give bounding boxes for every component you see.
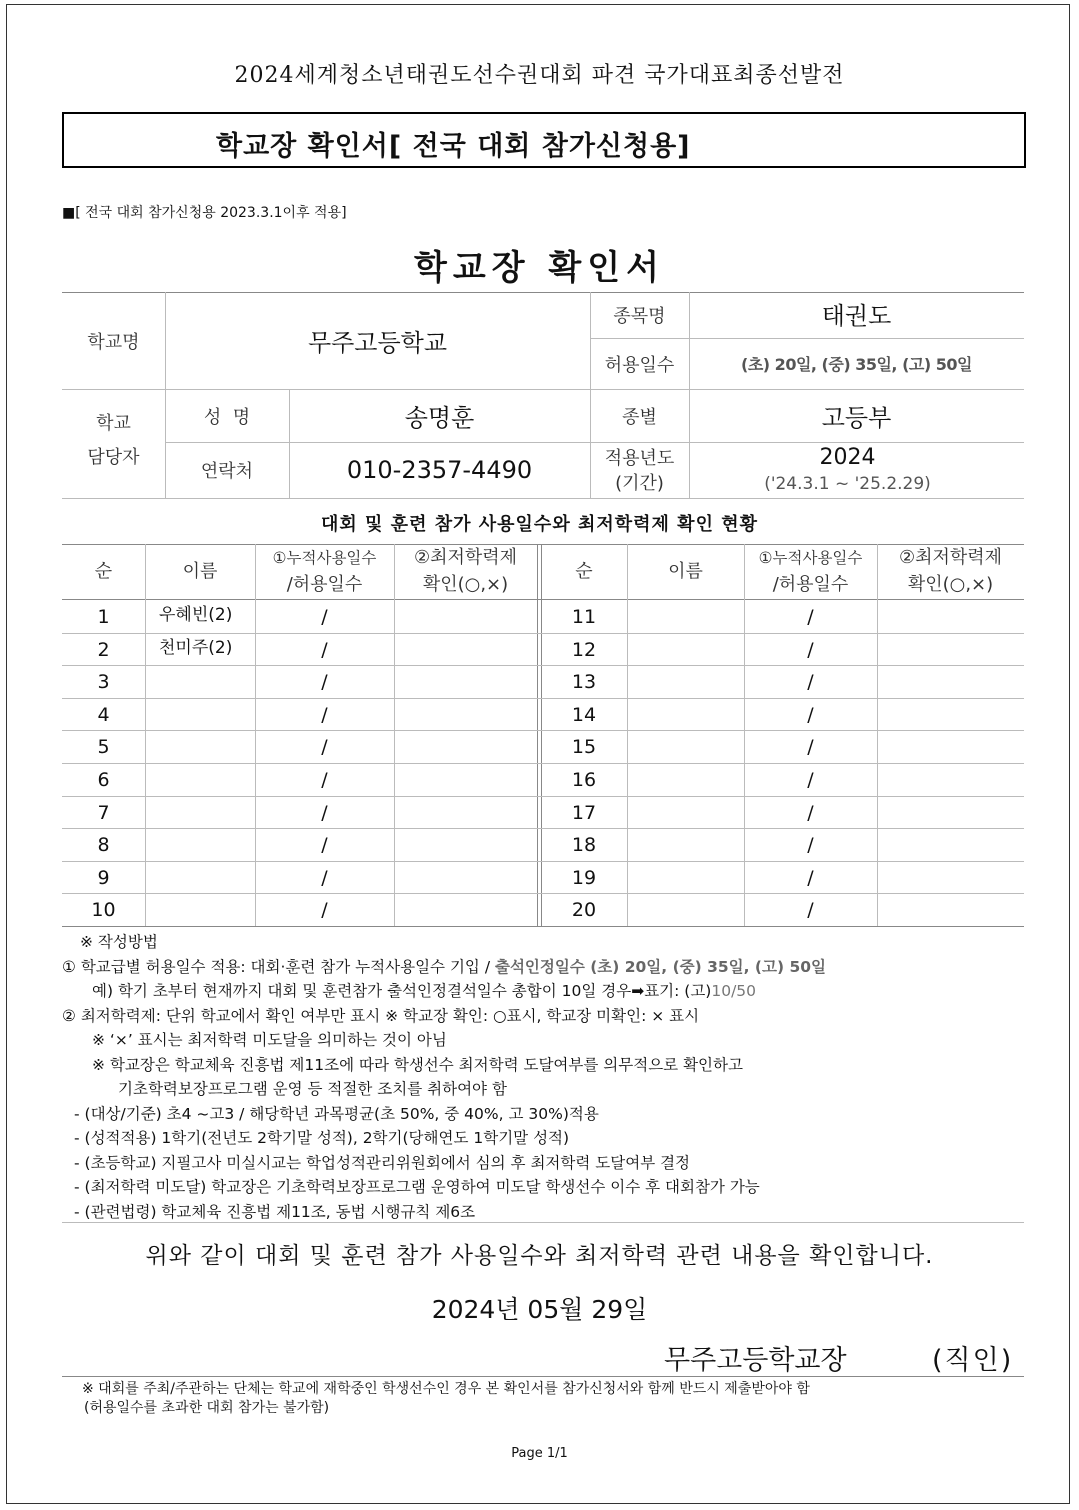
school-value: 무주고등학교 xyxy=(307,329,448,357)
student-name xyxy=(159,889,255,922)
min-academic-check-cell xyxy=(877,893,1024,926)
header-seq: 순 xyxy=(575,560,593,582)
row-number: 13 xyxy=(571,670,597,693)
min-academic-check-cell xyxy=(394,600,537,633)
row-number: 16 xyxy=(571,768,597,791)
notes-heading: ※ 작성방법 xyxy=(80,933,158,951)
days-used-cell: / xyxy=(807,768,814,791)
min-academic-check-cell xyxy=(394,633,537,666)
days-used-cell: / xyxy=(321,703,328,726)
days-used-cell: / xyxy=(321,735,328,758)
header-days-line1: ①누적사용일수 xyxy=(758,549,863,567)
min-academic-check-cell xyxy=(877,600,1024,633)
note-line: - (초등학교) 지필고사 미실시교는 학업성적관리위원회에서 심의 후 최저학력 도달여부 결정 xyxy=(74,1153,691,1172)
roster-divider xyxy=(627,544,628,926)
days-used-cell: / xyxy=(321,833,328,856)
contact-label-line2: 담당자 xyxy=(87,447,140,468)
note-line: - (대상/기준) 초4 ~고3 / 해당학년 과목평균(초 50%, 중 40%, 고 30%)적용 xyxy=(74,1104,599,1123)
header-min-line2: 확인(○,×) xyxy=(907,574,994,595)
row-number: 5 xyxy=(97,735,110,758)
row-number: 12 xyxy=(571,638,597,661)
division-label: 종별 xyxy=(622,406,657,428)
note-line: - (최저학력 미도달) 학교장은 기초학력보장프로그램 운영하여 미도달 학생선수 이수 후 대회참가 가능 xyxy=(74,1178,760,1196)
manager-name: 송명훈 xyxy=(404,404,475,432)
note-line: ※ 학교장은 학교체육 진흥법 제11조에 따라 학생선수 최저학력 도달여부를 의무적으로 확인하고 xyxy=(92,1055,743,1074)
days-used-cell: / xyxy=(321,898,328,921)
school-label: 학교명 xyxy=(87,331,140,353)
principal-title: 무주고등학교장 xyxy=(664,1345,847,1376)
min-academic-check-cell xyxy=(394,763,537,796)
note-line: - (관련법령) 학교체육 진흥법 제11조, 동법 시행규칙 제6조 xyxy=(74,1202,476,1221)
days-used-cell: / xyxy=(807,638,814,661)
header-days-line1: ①누적사용일수 xyxy=(272,549,377,567)
note-line: ※ ‘×’ 표시는 최저학력 미도달을 의미하는 것이 아님 xyxy=(92,1031,447,1049)
min-academic-check-cell xyxy=(877,633,1024,666)
days-used-cell: / xyxy=(321,801,328,824)
row-number: 3 xyxy=(97,670,110,693)
header-name: 이름 xyxy=(668,560,703,582)
student-name xyxy=(159,857,255,890)
row-number: 14 xyxy=(571,703,597,726)
name-label: 성 명 xyxy=(203,406,251,428)
row-number: 17 xyxy=(571,801,597,824)
row-number: 7 xyxy=(97,801,110,824)
min-academic-check-cell xyxy=(877,861,1024,894)
student-name xyxy=(159,759,255,792)
sport-value: 태권도 xyxy=(821,301,892,330)
min-academic-check-cell xyxy=(877,698,1024,731)
row-number: 9 xyxy=(97,866,110,889)
days-used-cell: / xyxy=(807,833,814,856)
student-name: 천미주(2) xyxy=(159,638,233,658)
student-name xyxy=(641,661,744,694)
year-period: ('24.3.1 ~ '25.2.29) xyxy=(764,474,931,494)
note-line xyxy=(62,979,1022,1004)
student-name xyxy=(159,661,255,694)
student-name xyxy=(641,694,744,727)
note-line: ② 최저학력제: 단위 학교에서 확인 여부만 표시 ※ 학교장 확인: ○표시, 학교장 미확인: × 표시 xyxy=(62,1006,700,1025)
min-academic-check-cell xyxy=(394,665,537,698)
contact-label-line1: 학교 xyxy=(96,413,131,434)
confirmation-statement: 위와 같이 대회 및 훈련 참가 사용일수와 최저학력 관련 내용을 확인합니다. xyxy=(145,1243,934,1269)
min-academic-check-cell xyxy=(877,828,1024,861)
roster-divider xyxy=(537,544,538,926)
row-number: 11 xyxy=(571,605,597,628)
min-academic-check-cell xyxy=(394,893,537,926)
days-used-cell: / xyxy=(807,605,814,628)
min-academic-check-cell xyxy=(877,665,1024,698)
year-value: 2024 xyxy=(819,444,876,470)
student-name xyxy=(641,792,744,825)
student-name xyxy=(641,596,744,629)
student-name xyxy=(641,857,744,890)
division-value: 고등부 xyxy=(821,404,892,432)
form-title: 학교장 확인서[ 전국 대회 참가신청용] xyxy=(216,131,691,162)
min-academic-check-cell xyxy=(394,796,537,829)
note-text: 예) 학기 초부터 현재까지 대회 및 훈련참가 출석인정결석일수 총합이 10일 경우➡표기: (고) xyxy=(92,982,712,1000)
writing-instructions xyxy=(62,930,1022,1224)
footnote-line: ※ 대회를 주최/주관하는 단체는 학교에 재학중인 학생선수인 경우 본 확인서를 참가신청서와 함께 반드시 제출받아야 함 xyxy=(82,1381,810,1397)
student-name xyxy=(641,629,744,662)
row-number: 4 xyxy=(97,703,110,726)
sport-label: 종목명 xyxy=(613,306,666,327)
phone-label: 연락처 xyxy=(200,461,254,482)
student-name xyxy=(641,726,744,759)
min-academic-check-cell xyxy=(877,763,1024,796)
days-used-cell: / xyxy=(321,638,328,661)
days-used-cell: / xyxy=(321,866,328,889)
days-used-cell: / xyxy=(807,670,814,693)
min-academic-check-cell xyxy=(394,698,537,731)
days-used-cell: / xyxy=(807,866,814,889)
header-name: 이름 xyxy=(182,560,218,582)
notes-bottom-border xyxy=(62,1222,1024,1223)
student-name xyxy=(159,792,255,825)
allowed-days-label: 허용일수 xyxy=(604,354,675,376)
header-days-line2: /허용일수 xyxy=(772,574,849,595)
info-divider xyxy=(62,498,1024,499)
note-text: ① 학교급별 허용일수 적용: 대회·훈련 참가 누적사용일수 기입 / xyxy=(62,957,495,976)
days-used-cell: / xyxy=(321,768,328,791)
student-name xyxy=(159,824,255,857)
student-name xyxy=(159,726,255,759)
year-label-line1: 적용년도 xyxy=(604,448,675,469)
days-used-cell: / xyxy=(807,801,814,824)
main-title: 학교장 확인서 xyxy=(414,248,665,288)
official-seal-placeholder: (직인) xyxy=(932,1345,1014,1376)
row-number: 1 xyxy=(97,605,110,628)
footnote-border xyxy=(62,1376,1024,1377)
header-days-line2: /허용일수 xyxy=(286,574,363,595)
row-number: 20 xyxy=(571,898,597,921)
event-title: 2024세계청소년태권도선수권대회 파견 국가대표최종선발전 xyxy=(234,63,845,88)
allowed-days-value: (초) 20일, (중) 35일, (고) 50일 xyxy=(741,355,972,374)
row-number: 19 xyxy=(571,866,597,889)
roster-bottom-border xyxy=(62,926,1024,927)
header-seq: 순 xyxy=(94,560,113,582)
apply-note: ■[ 전국 대회 참가신청용 2023.3.1이후 적용] xyxy=(62,205,347,221)
student-name: 우혜빈(2) xyxy=(159,605,233,625)
min-academic-check-cell xyxy=(877,730,1024,763)
student-name xyxy=(641,759,744,792)
footnote-line: (허용일수를 초과한 대회 참가는 불가함) xyxy=(84,1400,330,1416)
min-academic-check-cell xyxy=(394,861,537,894)
student-name xyxy=(641,889,744,922)
roster-divider xyxy=(145,544,146,926)
row-number: 15 xyxy=(571,735,597,758)
min-academic-check-cell xyxy=(394,730,537,763)
header-min-line1: ②최저학력제 xyxy=(898,547,1003,568)
row-number: 2 xyxy=(97,638,110,661)
form-title-box xyxy=(62,112,1026,168)
days-used-cell: / xyxy=(807,898,814,921)
header-min-line1: ②최저학력제 xyxy=(413,547,518,568)
days-used-cell: / xyxy=(807,735,814,758)
row-number: 6 xyxy=(97,768,110,791)
days-used-cell: / xyxy=(807,703,814,726)
row-number: 8 xyxy=(97,833,110,856)
phone-value: 010-2357-4490 xyxy=(346,456,533,484)
student-name xyxy=(159,694,255,727)
row-number: 10 xyxy=(91,898,116,921)
note-line: 기초학력보장프로그램 운영 등 적절한 조치를 취하여야 함 xyxy=(118,1080,507,1098)
days-used-cell: / xyxy=(321,605,328,628)
student-name xyxy=(641,824,744,857)
note-example-value: 10/50 xyxy=(711,982,757,1000)
min-academic-check-cell xyxy=(877,796,1024,829)
confirmation-date: 2024년 05월 29일 xyxy=(431,1295,648,1324)
note-highlight: 출석인정일수 (초) 20일, (중) 35일, (고) 50일 xyxy=(494,957,827,976)
footnote xyxy=(82,1380,810,1418)
section-title: 대회 및 훈련 참가 사용일수와 최저학력제 확인 현황 xyxy=(320,514,758,535)
min-academic-check-cell xyxy=(394,828,537,861)
note-line xyxy=(62,955,1022,980)
days-used-cell: / xyxy=(321,670,328,693)
header-min-line2: 확인(○,×) xyxy=(422,574,509,595)
note-line: - (성적적용) 1학기(전년도 2학기말 성적), 2학기(당해연도 1학기말 성적) xyxy=(74,1129,570,1147)
row-number: 18 xyxy=(571,833,597,856)
year-label-line2: (기간) xyxy=(615,473,664,494)
page-number: Page 1/1 xyxy=(511,1446,568,1461)
